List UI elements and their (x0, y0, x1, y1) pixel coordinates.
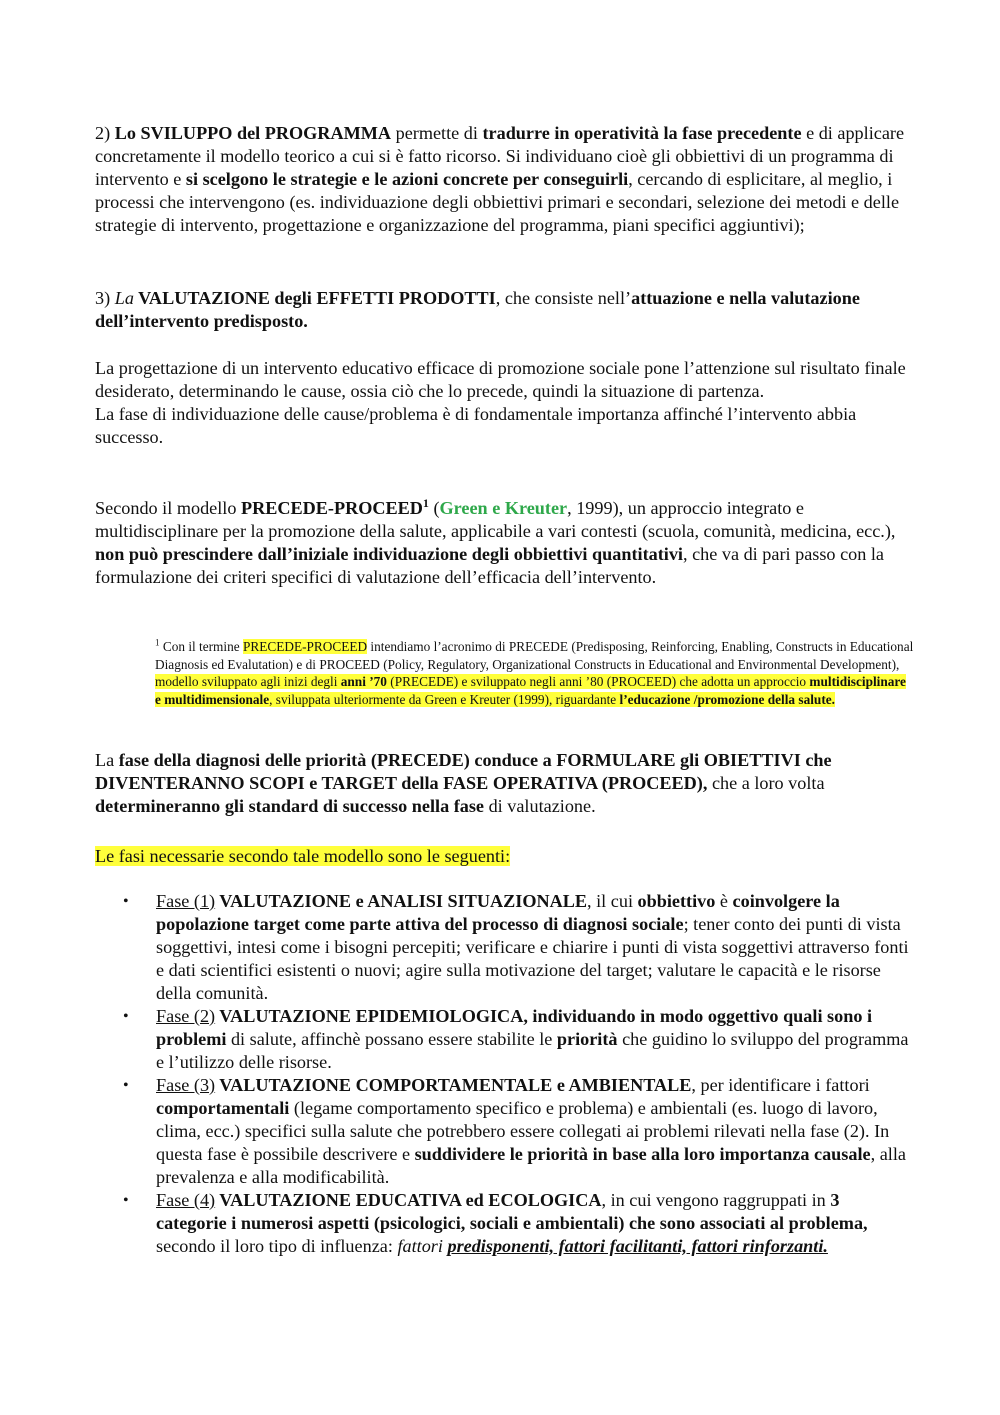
list-item (95, 890, 910, 1005)
bullet-icon: • (123, 1077, 129, 1094)
fase-label: Fase (2) (156, 1006, 216, 1026)
bold-text: attuazione e nella valutazione dell’intervento predisposto. (95, 288, 860, 331)
text: , il cui (587, 891, 638, 911)
italic-text: fattori (397, 1236, 443, 1256)
section-2-paragraph (95, 122, 910, 237)
text: intendiamo l’acronimo di PRECEDE (Predisposing, Reinforcing, Enabling, Constructs in Educational Diagnosis ed Evalutation) e di PROCEED (Policy, Regulatory, Organizational Constructs in Educational and Environmental Development), (155, 639, 914, 672)
text: , che consiste nell’ (495, 288, 632, 308)
bullet-icon: • (123, 1008, 129, 1025)
bold-text: fase della diagnosi delle priorità (PRECEDE) conduce a FORMULARE gli OBIETTIVI che DIVENTERANNO SCOPI e TARGET della FASE OPERATIVA (PROCEED), (95, 750, 832, 793)
text: La (95, 750, 119, 770)
bold-text: comportamentali (156, 1098, 290, 1118)
list-item (95, 1189, 910, 1258)
section-title: Lo SVILUPPO del PROGRAMMA (114, 123, 392, 143)
highlighted-bold-text: multidisciplinare e multidimensionale (155, 674, 906, 707)
highlighted-text: (PRECEDE) e sviluppato negli anni ’80 (PROCEED) che adotta un approccio (386, 674, 810, 689)
text: (legame comportamento specifico e problema) e ambientali (es. luogo di lavoro, clima, ecc.) specifici sulla salute che potrebbero essere collegati ai problemi rilevati nella fase (2). In questa fase è possibile descrivere e (156, 1098, 890, 1164)
text: che guidino lo sviluppo del programma e l’utilizzo delle risorse. (156, 1029, 909, 1072)
fase-label: Fase (1) (156, 891, 216, 911)
fase-title: VALUTAZIONE EPIDEMIOLOGICA, individuando in modo oggettivo quali sono i problemi (156, 1006, 873, 1049)
bullet-icon: • (123, 893, 129, 910)
paragraph-text: La fase di individuazione delle cause/problema è di fondamentale importanza affinché l’intervento abbia successo. (95, 404, 857, 447)
text: , 1999), un approccio integrato e multidisciplinare per la promozione della salute, applicabile a vari contesti (scuola, comunità, medicina, ecc.), (95, 498, 896, 541)
bold-text: obbiettivo (637, 891, 716, 911)
section-number: 2) (95, 123, 115, 143)
italic-text: La (114, 288, 134, 308)
text: , che va di pari passo con la formulazione dei criteri specifici di valutazione dell’efficacia dell’intervento. (95, 544, 885, 587)
progettazione-paragraph (95, 357, 910, 449)
text: , per identificare i fattori (691, 1075, 870, 1095)
fase-label: Fase (4) (156, 1190, 216, 1210)
fase-label: Fase (3) (156, 1075, 216, 1095)
underlined-bold-italic-text: predisponenti, fattori facilitanti, fattori rinforzanti. (447, 1236, 828, 1256)
section-number: 3) (95, 288, 115, 308)
bold-text: suddividere le priorità in base alla loro importanza causale (414, 1144, 871, 1164)
highlighted-text: PRECEDE-PROCEED (242, 639, 368, 654)
bold-text: non può prescindere dall’iniziale individuazione degli obbiettivi quantitativi (95, 544, 683, 564)
list-item (95, 1005, 910, 1074)
footnote (155, 638, 915, 708)
highlighted-text: , sviluppata ulteriormente da Green e Kreuter (1999), riguardante (269, 691, 620, 707)
modello-paragraph (95, 497, 910, 589)
author-names: Green e Kreuter (439, 498, 568, 518)
highlighted-bold-text: l’educazione /promozione della salute. (619, 691, 835, 707)
text: che a loro volta (707, 773, 825, 793)
bold-text: coinvolgere la popolazione target come parte attiva del processo di diagnosi sociale (156, 891, 840, 934)
text: è (715, 891, 733, 911)
fasi-list (95, 890, 910, 1258)
bold-text: priorità (556, 1029, 618, 1049)
text: ; tener conto dei punti di vista soggettivi, intesi come i bisogni percepiti; verificare e chiarire i punti di vista soggettivi attraverso fonti e dati scientifici esistenti o nuovi; agire sulla motivazione del target; valutare le capacità e le risorse della comunità. (156, 914, 909, 1003)
text: , alla prevalenza e alla modificabilità. (156, 1144, 906, 1187)
text: e di applicare concretamente il modello teorico a cui si è fatto ricorso. Si individuano cioè gli obbiettivi di un programma di intervento e (95, 123, 905, 189)
text: secondo il loro tipo di influenza: (156, 1236, 398, 1256)
text: Con il termine (159, 639, 243, 654)
text: permette di (391, 123, 483, 143)
section-3-paragraph (95, 287, 910, 333)
fase-title: VALUTAZIONE COMPORTAMENTALE e AMBIENTALE (215, 1075, 692, 1095)
highlighted-text: Le fasi necessarie secondo tale modello sono le seguenti: (95, 846, 511, 866)
text: di salute, affinchè possano essere stabilite le (226, 1029, 557, 1049)
text: ( (428, 498, 440, 518)
bullet-icon: • (123, 1192, 129, 1209)
text: , in cui vengono raggruppati in (601, 1190, 831, 1210)
paragraph-text: La progettazione di un intervento educativo efficace di promozione sociale pone l’attenzione sul risultato finale desiderato, determinando le cause, ossia ciò che lo precede, quindi la situazione di partenza. (95, 358, 906, 401)
bold-text: si scelgono le strategie e le azioni concrete per conseguirli (185, 169, 629, 189)
model-name: PRECEDE-PROCEED (241, 498, 423, 518)
footnote-ref[interactable]: 1 (422, 495, 429, 510)
text: Secondo il modello (95, 498, 241, 518)
list-item (95, 1074, 910, 1189)
fase-title: VALUTAZIONE EDUCATIVA ed ECOLOGICA (215, 1190, 602, 1210)
bold-text: tradurre in operatività la fase precedente (482, 123, 802, 143)
bold-text: determineranno gli standard di successo nella fase (95, 796, 485, 816)
section-title: VALUTAZIONE degli EFFETTI PRODOTTI (133, 288, 496, 308)
fase-title: VALUTAZIONE e ANALISI SITUAZIONALE (215, 891, 588, 911)
bold-text: 3 categorie i numerosi aspetti (psicologici, sociali e ambientali) che sono associati al problema, (156, 1190, 868, 1233)
footnote-number: 1 (155, 637, 160, 648)
text: di valutazione. (484, 796, 596, 816)
fasi-intro (95, 845, 910, 868)
highlighted-text: modello sviluppato agli inizi degli (155, 674, 341, 689)
text: , cercando di esplicitare, al meglio, i processi che intervengono (es. individuazione degli obbiettivi primari e secondari, selezione dei metodi e delle strategie di intervento, progettazione e organizzazione del programma, piani specifici aggiuntivi); (95, 169, 900, 235)
fase-paragraph (95, 749, 910, 818)
highlighted-bold-text: anni ’70 (340, 674, 387, 689)
